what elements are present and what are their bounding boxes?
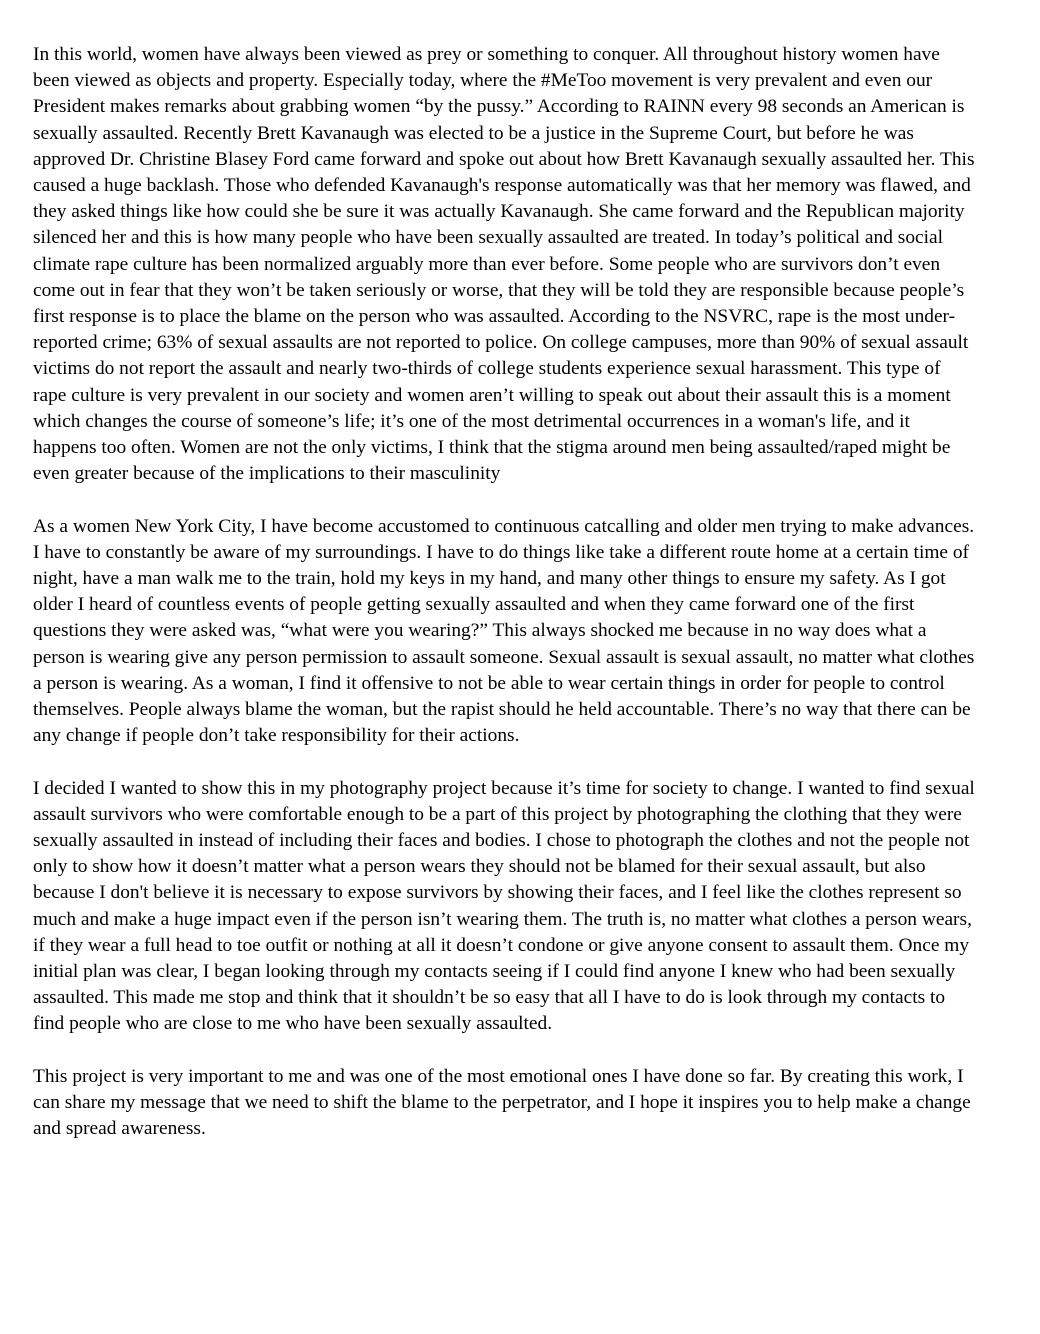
paragraph-intro: In this world, women have always been viewed as prey or something to conquer. All throughout history women have been viewed as objects and property. Especially today, where the #MeToo movement is very prevalent and even our President makes remarks about grabbing women “by the pussy.” According to RAINN every 98 seconds an American is sexually assaulted. Recently Brett Kavanaugh was elected to be a justice in the Supreme Court, but before he was approved Dr. Christine Blasey Ford came forward and spoke out about how Brett Kavanaugh sexually assaulted her. This caused a huge backlash. Those who defended Kavanaugh's response automatically was that her memory was flawed, and they asked things like how could she be sure it was actually Kavanaugh. She came forward and the Republican majority silenced her and this is how many people who have been sexually assaulted are treated. In today’s political and social climate rape culture has been normalized arguably more than ever before. Some people who are survivors don’t even come out in fear that they won’t be taken seriously or worse, that they will be told they are responsible because people’s first response is to place the blame on the person who was assaulted. According to the NSVRC, rape is the most under-reported crime; 63% of sexual assaults are not reported to police. On college campuses, more than 90% of sexual assault victims do not report the assault and nearly two-thirds of college students experience sexual harassment. This type of rape culture is very prevalent in our society and women aren’t willing to speak out about their assault this is a moment which changes the course of someone’s life; it’s one of the most detrimental occurrences in a woman's life, and it happens too often. Women are not the only victims, I think that the stigma around men being assaulted/raped might be even greater because of the implications to their masculinity (33, 44, 975, 485)
paragraph-photography-project: I decided I wanted to show this in my photography project because it’s time for society to change. I wanted to find sexual assault survivors who were comfortable enough to be a part of this project by photographing the clothing that they were sexually assaulted in instead of including their faces and bodies. I chose to photograph the clothes and not the people not only to show how it doesn’t matter what a person wears they should not be blamed for their sexual assault, but also because I don't believe it is necessary to expose survivors by showing their faces, and I feel like the clothes represent so much and make a huge impact even if the person isn’t wearing them. The truth is, no matter what clothes a person wears, if they wear a full head to toe outfit or nothing at all it doesn’t condone or give anyone consent to assault them. Once my initial plan was clear, I began looking through my contacts seeing if I could find anyone I knew who had been sexually assaulted. This made me stop and think that it shouldn’t be so easy that all I have to do is look through my contacts to find people who are close to me who have been sexually assaulted. (33, 777, 975, 1035)
paragraph-conclusion: This project is very important to me and was one of the most emotional ones I have done so far. By creating this work, I can share my message that we need to shift the blame to the perpetrator, and I hope it inspires you to help make a change and spread awareness. (33, 1065, 971, 1140)
document-page (33, 42, 978, 1142)
paragraph-new-york-experience: As a women New York City, I have become accustomed to continuous catcalling and older men trying to make advances. I have to constantly be aware of my surroundings. I have to do things like take a different route home at a certain time of night, have a man walk me to the train, hold my keys in my hand, and many other things to ensure my safety. As I got older I heard of countless events of people getting sexually assaulted and when they came forward one of the first questions they were asked was, “what were you wearing?” This always shocked me because in no way does what a person is wearing give any person permission to assault someone. Sexual assault is sexual assault, no matter what clothes a person is wearing. As a woman, I find it offensive to not be able to wear certain things in order for people to control themselves. People always blame the woman, but the rapist should he held accountable. There’s no way that there can be any change if people don’t take responsibility for their actions. (33, 515, 975, 747)
